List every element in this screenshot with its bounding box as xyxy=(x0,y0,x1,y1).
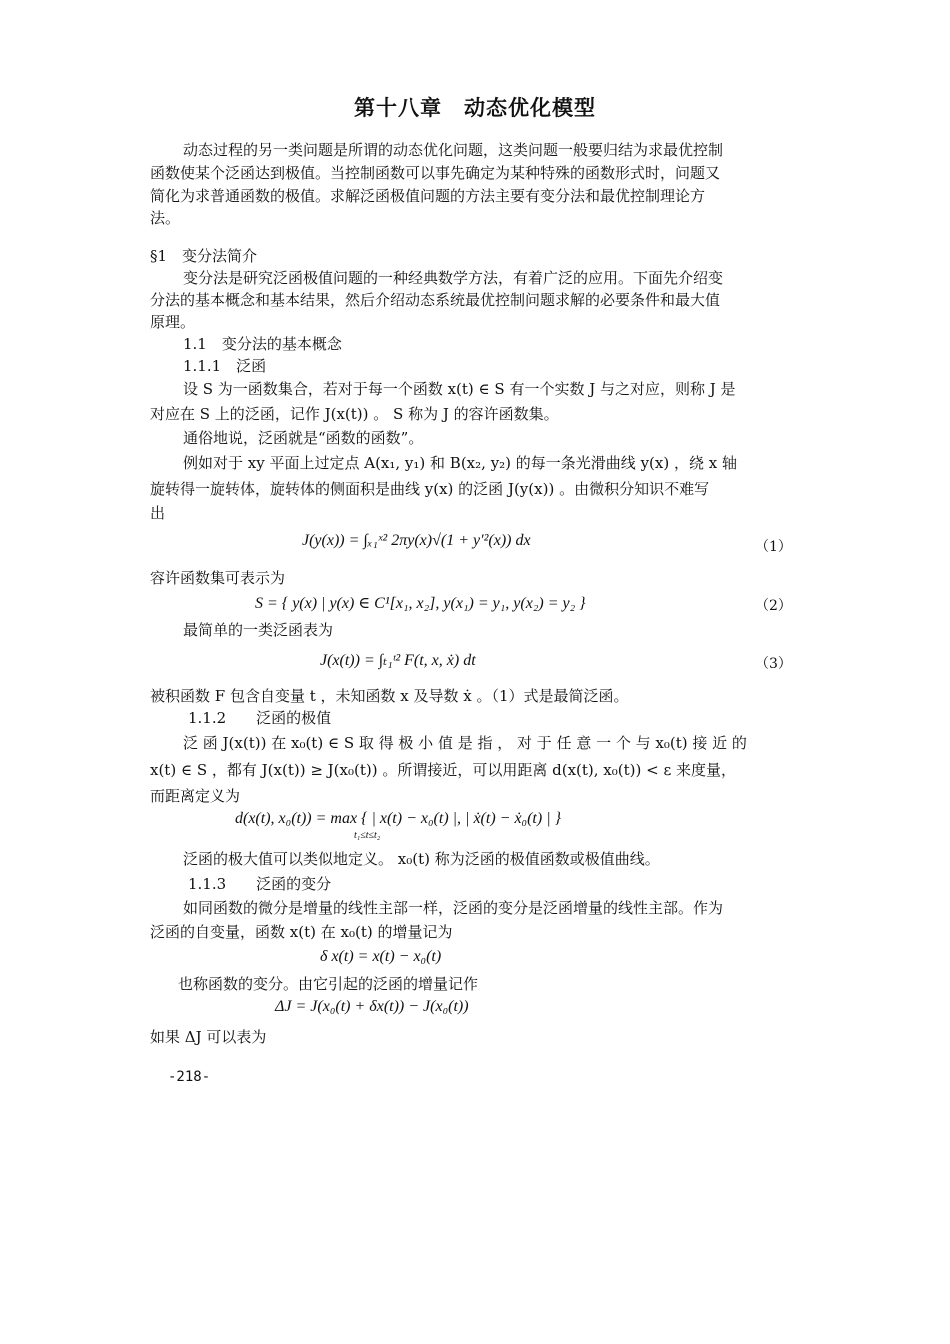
extremum-line-4: 泛函的极大值可以类似地定义。 x₀(t) 称为泛函的极值函数或极值曲线。 xyxy=(183,850,660,868)
example-line-2: 旋转得一旋转体，旋转体的侧面积是曲线 y(x) 的泛函 J(y(x)) 。由微积分知识不难写 xyxy=(150,480,710,498)
intro-line-1: 动态过程的另一类问题是所谓的动态优化问题，这类问题一般要归结为求最优控制 xyxy=(183,141,724,159)
variation-line-3: 也称函数的变分。由它引起的泛函的增量记作 xyxy=(178,975,479,993)
equation-2: S = { y(x) | y(x) ∈ C¹[x₁, x₂], y(x₁) = y₁, y(x₂) = y₂ } xyxy=(255,595,586,612)
definition-line-2: 对应在 S 上的泛函，记作 J(x(t)) 。 S 称为 J 的容许函数集。 xyxy=(150,405,559,423)
subsubsection-heading-extremum: 1.1.2 泛函的极值 xyxy=(188,709,332,727)
subsubsection-heading: 1.1.1 泛函 xyxy=(183,357,267,375)
equation-1: J(y(x)) = ∫ₓ₁ˣ² 2πy(x)√(1 + y′²(x)) dx xyxy=(302,532,531,549)
extremum-line-3: 而距离定义为 xyxy=(150,787,241,805)
page-number: -218- xyxy=(168,1069,211,1085)
example-line-3: 出 xyxy=(150,504,166,522)
equation-6: ΔJ = J(x₀(t) + δx(t)) − J(x₀(t)) xyxy=(275,998,469,1015)
equation-3: J(x(t)) = ∫ₜ₁ᵗ² F(t, x, ẋ) dt xyxy=(320,652,476,669)
extremum-line-2: x(t) ∈ S ，都有 J(x(t)) ≥ J(x₀(t)) 。所谓接近，可以用距离 d(x(t), x₀(t)) < ε 来度量， xyxy=(150,761,736,779)
allowable-set-line: 容许函数集可表示为 xyxy=(150,569,286,587)
equation-2-number: （2） xyxy=(755,598,792,614)
subsection-heading: 1.1 变分法的基本概念 xyxy=(183,335,342,353)
section-para-line-1: 变分法是研究泛函极值问题的一种经典数学方法，有着广泛的应用。下面先介绍变 xyxy=(183,269,724,287)
equation-1-number: （1） xyxy=(755,539,792,555)
variation-line-1: 如同函数的微分是增量的线性主部一样，泛函的变分是泛函增量的线性主部。作为 xyxy=(183,899,724,917)
intro-line-2: 函数使某个泛函达到极值。当控制函数可以事先确定为某种特殊的函数形式时，问题又 xyxy=(150,164,721,182)
intro-line-3: 简化为求普通函数的极值。求解泛函极值问题的方法主要有变分法和最优控制理论方 xyxy=(150,187,706,205)
intro-line-4: 法。 xyxy=(150,209,181,227)
simplest-functional-line: 最简单的一类泛函表为 xyxy=(183,621,334,639)
equation-3-number: （3） xyxy=(755,656,792,672)
example-line-1: 例如对于 xy 平面上过定点 A(x₁, y₁) 和 B(x₂, y₂) 的每一条光滑曲线 y(x) ，绕 x 轴 xyxy=(183,454,737,472)
variation-line-2: 泛函的自变量，函数 x(t) 在 x₀(t) 的增量记为 xyxy=(150,923,453,941)
equation-5: δ x(t) = x(t) − x₀(t) xyxy=(320,948,442,965)
section-para-line-3: 原理。 xyxy=(150,313,196,331)
section-para-line-2: 分法的基本概念和基本结果，然后介绍动态系统最优控制问题求解的必要条件和最大值 xyxy=(150,291,721,309)
section-heading: §1 变分法简介 xyxy=(150,247,258,265)
equation-4: d(x(t), x₀(t)) = max { | x(t) − x₀(t) |, | ẋ(t) − ẋ₀(t) | } xyxy=(235,810,561,827)
chapter-title: 第十八章 动态优化模型 xyxy=(354,96,596,120)
integrand-line: 被积函数 F 包含自变量 t ，未知函数 x 及导数 ẋ 。（1）式是最简泛函。 xyxy=(150,687,629,705)
popular-line: 通俗地说，泛函就是“函数的函数”。 xyxy=(183,429,424,447)
subsubsection-heading-variation: 1.1.3 泛函的变分 xyxy=(188,875,332,893)
equation-4-subscript: t₁≤t≤t₂ xyxy=(354,830,381,841)
definition-line-1: 设 S 为一函数集合，若对于每一个函数 x(t) ∈ S 有一个实数 J 与之对应，则称 J 是 xyxy=(183,380,736,398)
variation-line-4: 如果 ΔJ 可以表为 xyxy=(150,1028,267,1046)
extremum-line-1: 泛 函 J(x(t)) 在 x₀(t) ∈ S 取 得 极 小 值 是 指 ， 对 于 任 意 一 个 与 x₀(t) 接 近 的 xyxy=(183,734,747,752)
